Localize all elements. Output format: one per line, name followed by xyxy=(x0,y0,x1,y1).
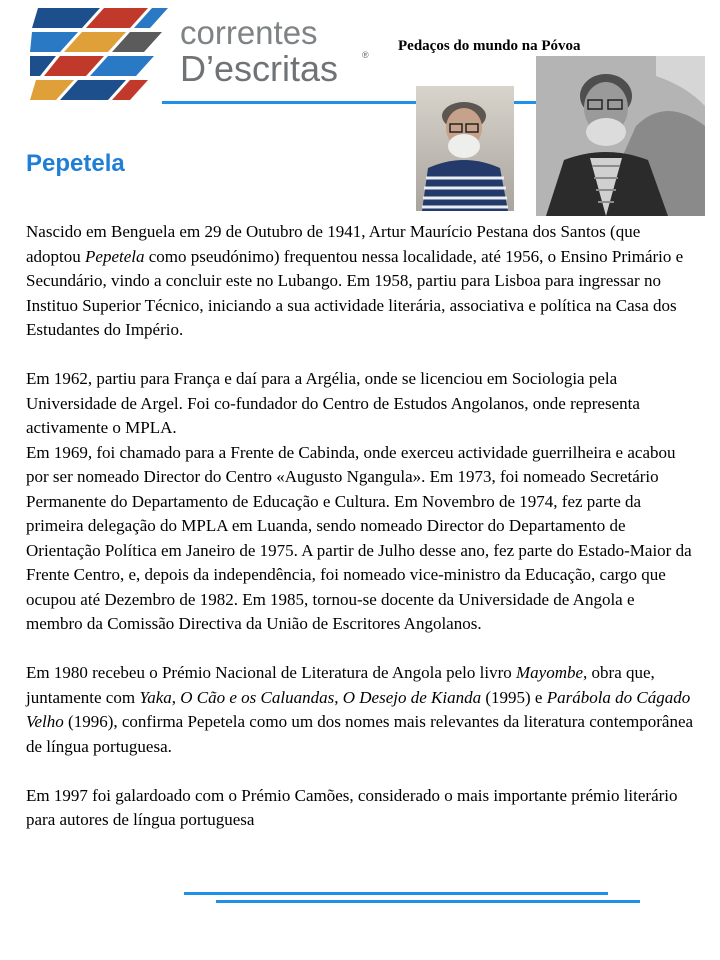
paragraph-text: Em 1962, partiu para França e daí para a Argélia, onde se licenciou em Sociologia pela Universidade de Argel. Foi co-fundador do Centro de Estudos Angolanos, onde representa activamente o MPLA. xyxy=(26,369,640,437)
book-title-text: Yaka xyxy=(139,687,172,707)
paragraph-text: Em 1980 recebeu o Prémio Nacional de Literatura de Angola pelo livro xyxy=(26,663,517,682)
book-title-text: O Desejo de Kianda xyxy=(342,687,482,707)
paragraph-text: , obra que, juntamente com xyxy=(26,663,655,707)
book-title-text: O Cão e os Caluandas xyxy=(180,687,335,707)
logo-text-line1: correntes xyxy=(180,14,318,51)
paragraph-text: Em 1969, foi chamado para a Frente de Cabinda, onde exerceu actividade guerrilheira e acabou por ser nomeado Director do Centro «Augusto Ngangula». Em 1973, foi nomeado Secretário Permanente do Departamento de Educação e Cultura. Em Novembro de 1974, fez parte da primeira delegação do MPLA em Luanda, sendo nomeado Director do Departamento de Orientação Política em Janeiro de 1975. A partir de Julho desse ano, fez parte do Estado-Maior da Frente Centro, e, depois da independência, foi nomeado vice-ministro da Educação, cargo que ocupou até Dezembro de 1982. Em 1985, tornou-se docente da Universidade de Angola e membro da Comissão Directiva da União de Escritores Angolanos. xyxy=(26,442,692,633)
article-body xyxy=(26,220,694,833)
paragraph-4 xyxy=(26,661,694,759)
paragraph-text: (1995) e xyxy=(481,687,547,707)
paragraph-5 xyxy=(26,784,694,833)
book-title-text: Mayombe xyxy=(516,663,584,682)
header-tagline: Pedaços do mundo na Póvoa xyxy=(398,38,581,54)
paragraph-1 xyxy=(26,220,694,343)
author-photo-small xyxy=(416,86,514,211)
footer-divider-2 xyxy=(216,900,640,903)
page-title: Pepetela xyxy=(26,150,125,177)
logo xyxy=(30,6,375,102)
paragraph-3 xyxy=(26,441,694,637)
paragraph-text: como pseudónimo) frequentou nessa localidade, até 1956, o Ensino Primário e Secundário, vindo a concluir este no Lubango. Em 1958, partiu para Lisboa para ingressar no Instituo Superior Técnico, iniciando a sua actividade literária, associativa e política na Casa dos Estudantes do Império. xyxy=(26,246,684,339)
footer-divider-1 xyxy=(184,892,608,895)
logo-mark-icon xyxy=(30,6,170,102)
book-title-text: Parábola do Cágado Velho xyxy=(26,687,691,731)
logo-text-line2: D’escritas xyxy=(180,48,339,89)
paragraph-text: Nascido em Benguela em 29 de Outubro de 1941, Artur Maurício Pestana dos Santos (que adoptou xyxy=(26,222,641,266)
paragraph-text: Em 1997 foi galardoado com o Prémio Camões, considerado o mais importante prémio literário para autores de língua portuguesa xyxy=(26,785,678,829)
author-photo-large xyxy=(536,56,705,216)
paragraph-text: (1996), confirma Pepetela como um dos nomes mais relevantes da literatura contemporânea de língua portuguesa. xyxy=(26,712,694,756)
paragraph-2 xyxy=(26,367,694,441)
book-title-text: Pepetela xyxy=(85,246,145,266)
paragraph-text: , xyxy=(334,687,343,707)
logo-registered-mark: ® xyxy=(362,50,369,60)
paragraph-text: , xyxy=(171,687,181,707)
